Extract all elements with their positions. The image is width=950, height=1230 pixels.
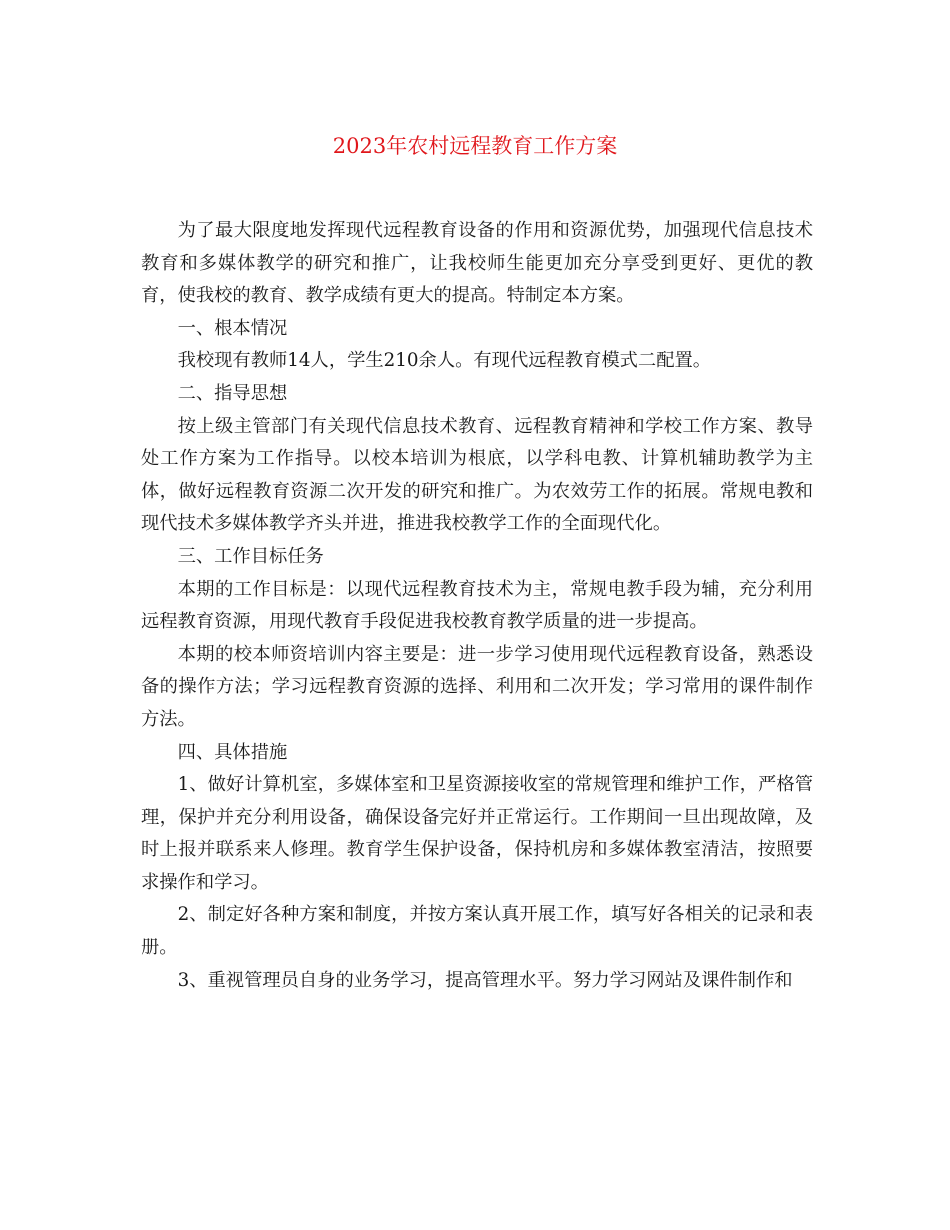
document-title: 2023年农村远程教育工作方案 bbox=[332, 134, 618, 158]
section-heading-basic-situation: 一、根本情况 bbox=[177, 317, 288, 339]
paragraph-measure-2: 2、制定好各种方案和制度，并按方案认真开展工作，填写好各相关的记录和表册。 bbox=[141, 904, 813, 959]
paragraph-measure-3: 3、重视管理员自身的业务学习，提高管理水平。努力学习网站及课件制作和 bbox=[177, 969, 793, 991]
paragraph-intro: 为了最大限度地发挥现代远程教育设备的作用和资源优势，加强现代信息技术教育和多媒体教学的研究和推广，让我校师生能更加充分享受到更好、更优的教育，使我校的教育、教学成绩有更大的提高。特制定本方案。 bbox=[141, 220, 813, 307]
section-heading-guiding-thought: 二、指导思想 bbox=[177, 382, 288, 404]
section-heading-work-goals: 三、工作目标任务 bbox=[177, 545, 324, 567]
paragraph-training-content: 本期的校本师资培训内容主要是：进一步学习使用现代远程教育设备，熟悉设备的操作方法；学习远程教育资源的选择、利用和二次开发；学习常用的课件制作方法。 bbox=[141, 643, 813, 730]
paragraph-basic-situation: 我校现有教师14人，学生210余人。有现代远程教育模式二配置。 bbox=[177, 350, 712, 372]
document-body bbox=[141, 215, 813, 997]
paragraph-measure-1: 1、做好计算机室，多媒体室和卫星资源接收室的常规管理和维护工作，严格管理，保护并充分利用设备，确保设备完好并正常运行。工作期间一旦出现故障，及时上报并联系来人修理。教育学生保护设备，保持机房和多媒体教室清洁，按照要求操作和学习。 bbox=[141, 774, 813, 893]
paragraph-work-goals: 本期的工作目标是：以现代远程教育技术为主，常规电教手段为辅，充分利用远程教育资源，用现代教育手段促进我校教育教学质量的进一步提高。 bbox=[141, 578, 813, 633]
paragraph-guiding-thought: 按上级主管部门有关现代信息技术教育、远程教育精神和学校工作方案、教导处工作方案为工作指导。以校本培训为根底，以学科电教、计算机辅助教学为主体，做好远程教育资源二次开发的研究和推广。为农效劳工作的拓展。常规电教和现代技术多媒体教学齐头并进，推进我校教学工作的全面现代化。 bbox=[141, 415, 813, 535]
section-heading-measures: 四、具体措施 bbox=[177, 741, 288, 763]
